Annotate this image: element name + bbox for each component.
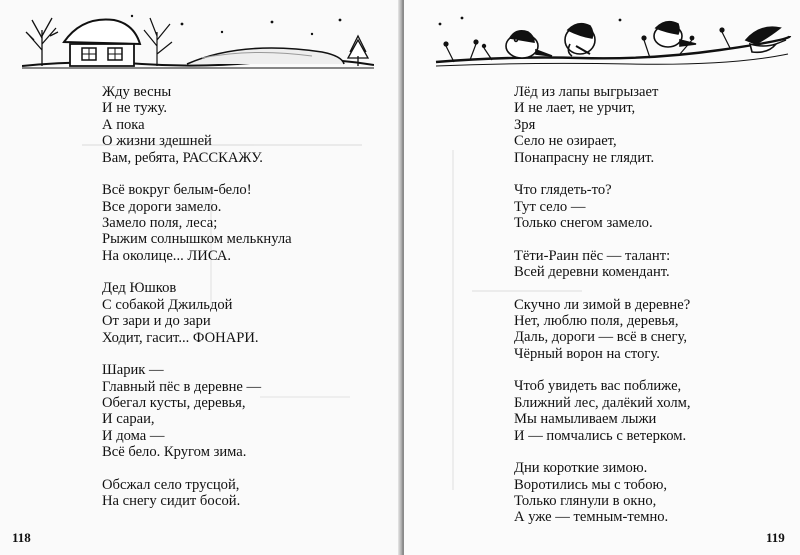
poem-line: Лёд из лапы выгрызает — [514, 84, 659, 100]
poem-line: И сараи, — [102, 411, 155, 428]
poem-line: Главный пёс в деревне — — [102, 378, 262, 395]
poem-line: А уже — темным-темно. — [514, 509, 669, 526]
stanza — [514, 460, 691, 526]
poem-line: О жизни здешней — [102, 133, 212, 150]
poem-line: Обсжал село трусцой, — [102, 476, 240, 493]
stanza — [102, 477, 292, 510]
poem-line: Скучно ли зимой в деревне? — [514, 296, 691, 313]
poem-line: Ходит, гасит... ФОНАРИ. — [102, 329, 259, 346]
stanza — [514, 297, 691, 363]
poem-line: Что глядеть-то? — [514, 182, 612, 199]
poem-line: Зря — [514, 116, 536, 133]
poem-line: Нет, люблю поля, деревья, — [514, 313, 679, 330]
poem-line: С собакой Джильдой — [102, 296, 233, 313]
stanza — [102, 182, 292, 264]
poem-line: И не тужу. — [102, 100, 167, 117]
poem-line: Рыжим солнышком мелькнула — [102, 231, 292, 248]
poem-line: Дни короткие зимою. — [514, 460, 648, 477]
poem-line: Обегал кусты, деревья, — [102, 395, 246, 412]
poem-line: Даль, дороги — всё в снегу, — [514, 329, 687, 346]
poem-line: Чёрный ворон на стогу. — [514, 345, 660, 362]
poem-line: Только глянули в окно, — [514, 493, 657, 510]
poem-line: Тёти-Раин пёс — талант: — [514, 247, 671, 264]
stanza — [514, 84, 691, 166]
poem-line: От зари и до зари — [102, 313, 211, 330]
poem-line: Понапрасну не глядит. — [514, 149, 655, 166]
poem-line: Чтоб увидеть вас поближе, — [514, 378, 682, 395]
poem-line: Замело поля, леса; — [102, 215, 218, 232]
right-page — [404, 0, 800, 555]
poem-line: Воротились мы с тобою, — [514, 476, 668, 493]
poem-line: Дед Юшков — [102, 280, 177, 297]
poem-line: Все дороги замело. — [102, 198, 222, 215]
stanza — [514, 182, 691, 231]
poem-line: На околице... ЛИСА. — [102, 247, 232, 264]
bullfinches-on-branch-illustration-icon — [430, 10, 794, 74]
poem-line: Тут село — — [514, 198, 586, 215]
page-number-left: 118 — [12, 530, 31, 545]
poem-line: И дома — — [102, 427, 165, 444]
poem-line: Только снегом замело. — [514, 215, 653, 232]
poem-right — [514, 84, 691, 542]
poem-line: И не лает, не урчит, — [514, 100, 636, 117]
poem-line: Село не озирает, — [514, 133, 617, 150]
page-number-right: 119 — [766, 530, 785, 545]
poem-line: Ближний лес, далёкий холм, — [514, 394, 691, 411]
poem-line: На снегу сидит босой. — [102, 493, 241, 510]
winter-village-illustration-icon — [22, 10, 374, 72]
stanza — [102, 362, 292, 460]
poem-line: Вам, ребята, РАССКАЖУ. — [102, 149, 263, 166]
stanza — [102, 84, 292, 166]
poem-line: Шарик — — [102, 362, 164, 379]
poem-left — [102, 84, 292, 526]
stanza — [102, 280, 292, 346]
poem-line: Всей деревни комендант. — [514, 264, 670, 281]
poem-line: А пока — [102, 116, 145, 133]
stanza — [514, 378, 691, 444]
stanza — [514, 248, 691, 281]
poem-line: И — помчались с ветерком. — [514, 427, 687, 444]
poem-line: Всё бело. Кругом зима. — [102, 444, 247, 461]
poem-line: Мы намыливаем лыжи — [514, 411, 657, 428]
poem-line: Жду весны — [102, 84, 172, 100]
poem-line: Всё вокруг белым-бело! — [102, 182, 252, 199]
